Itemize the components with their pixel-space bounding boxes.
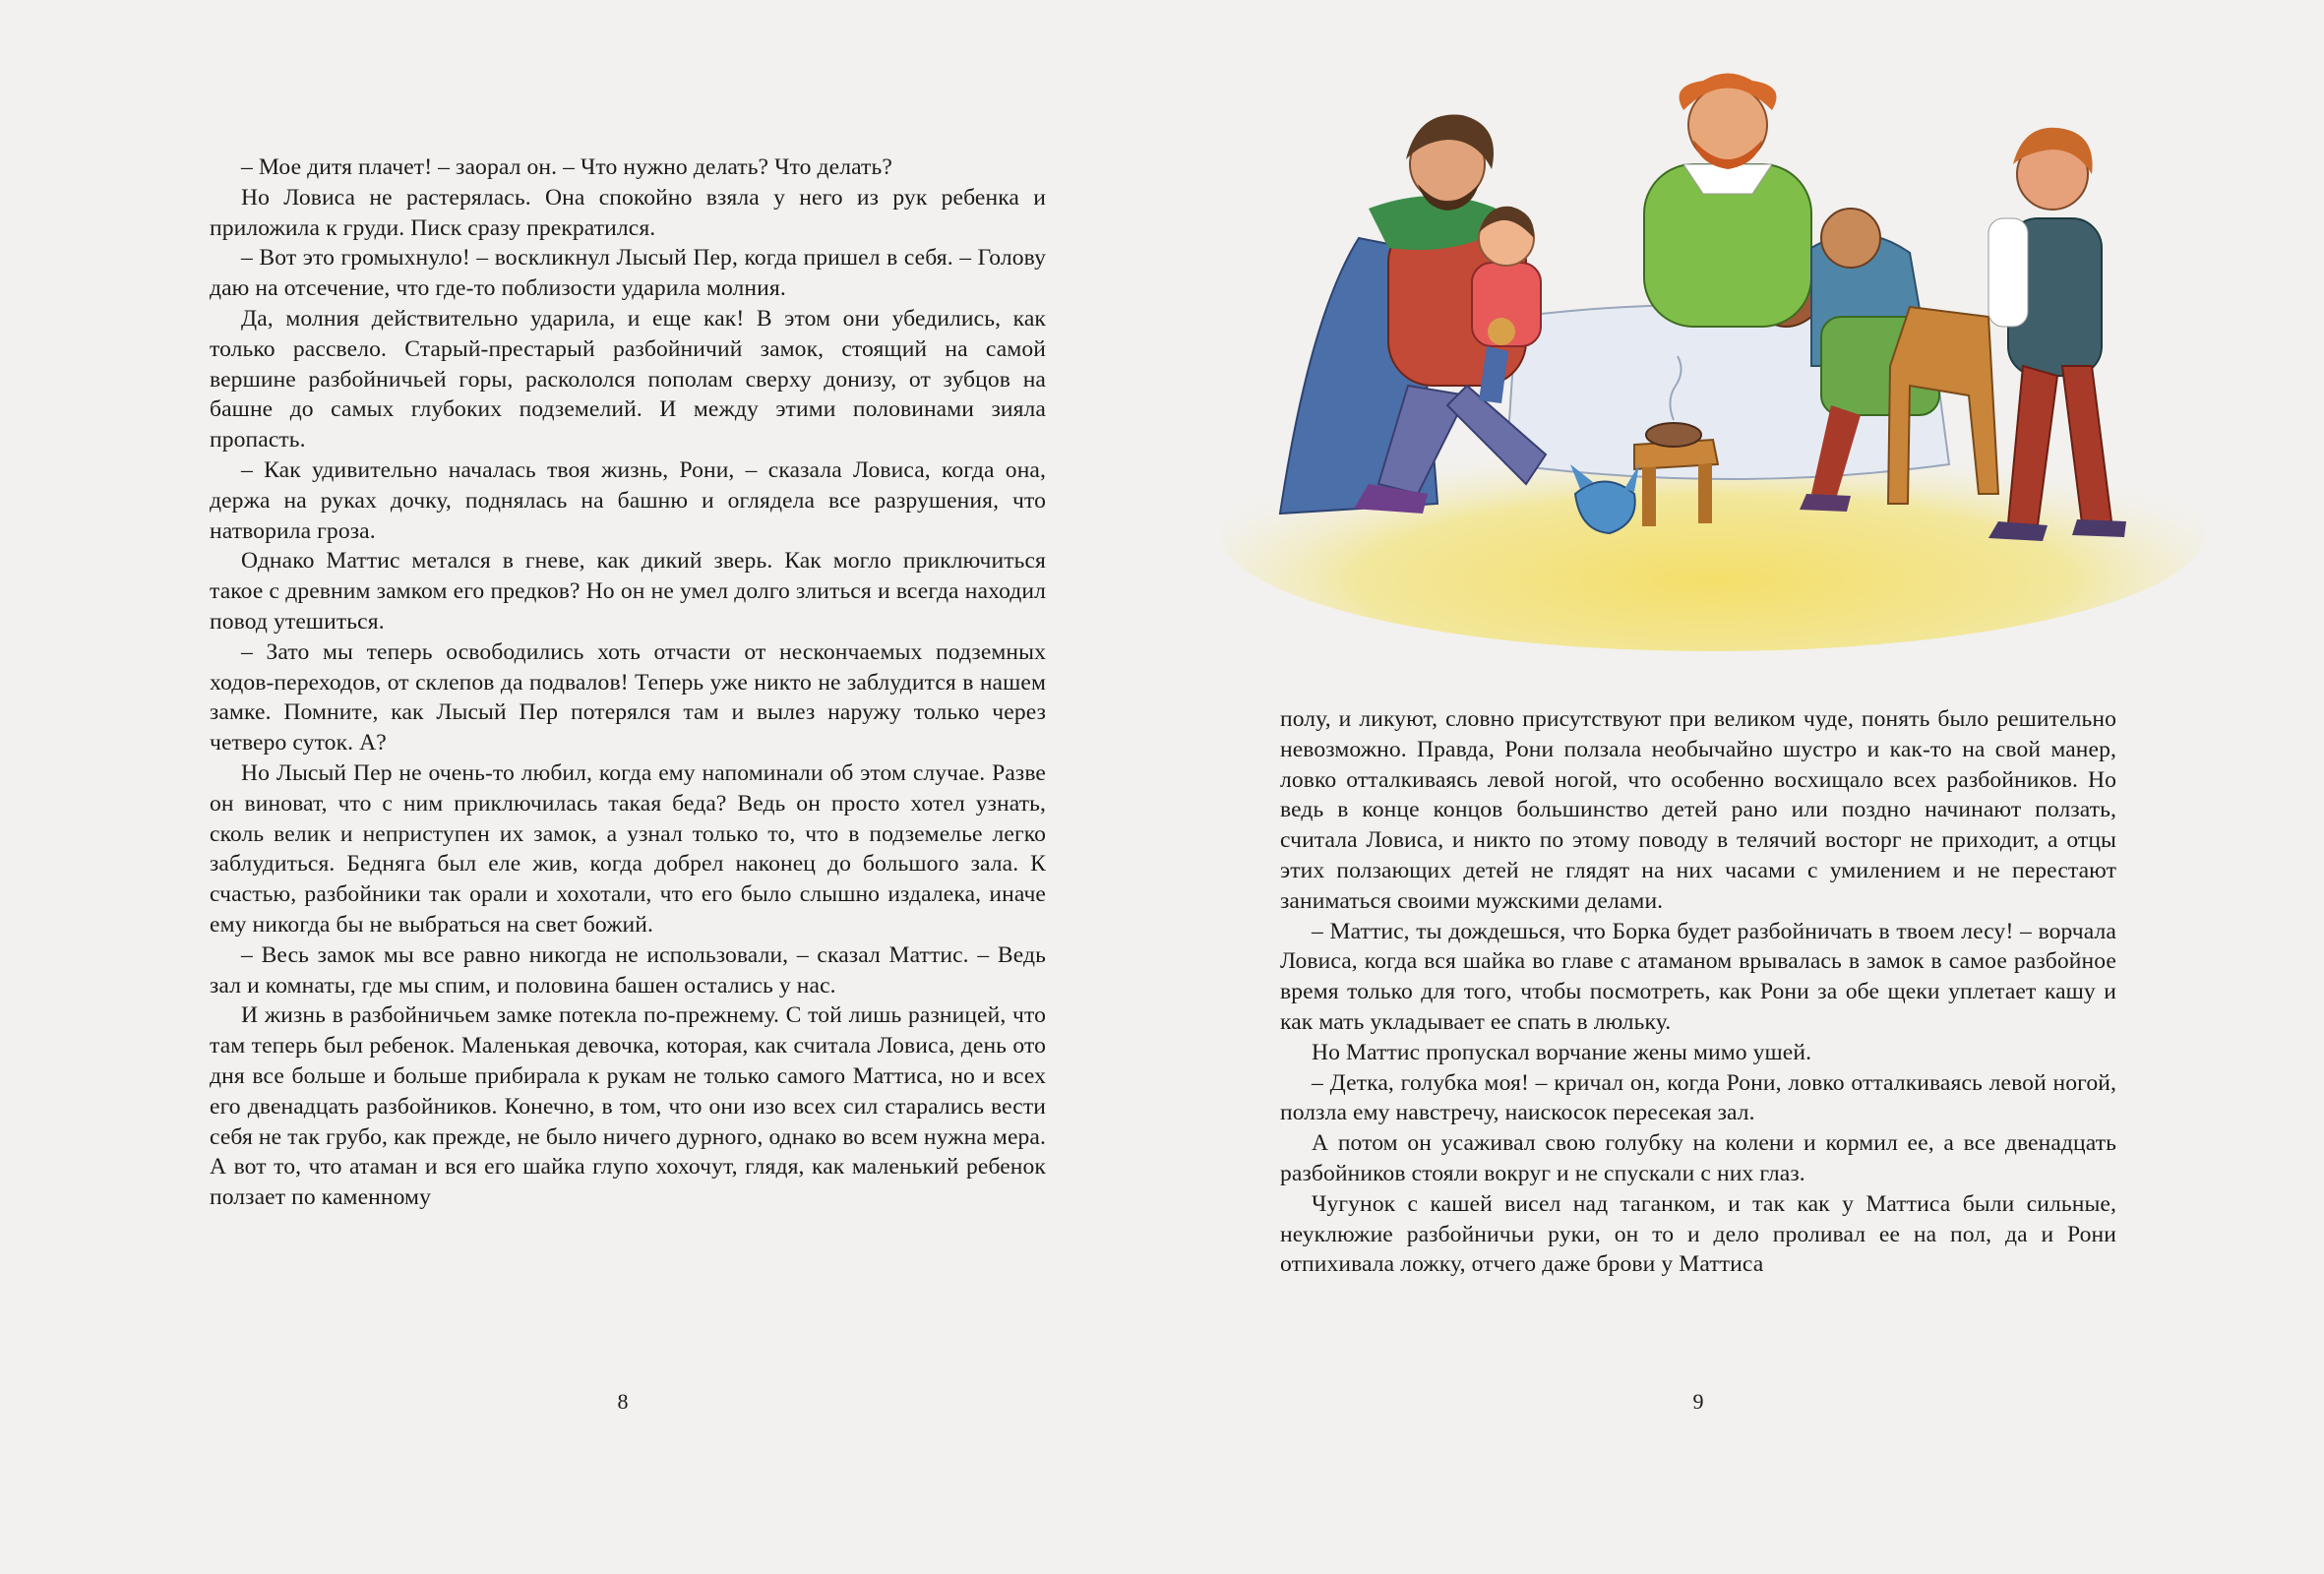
right-page-text	[1280, 704, 2116, 1280]
right-page-number: 9	[1692, 1389, 1704, 1414]
paragraph: – Вот это громыхнуло! – воскликнул Лысый Пер, когда пришел в себя. – Голову даю на отсечение, что где-то поблизости ударила молния.	[210, 245, 1046, 302]
paragraph: Но Лысый Пер не очень-то любил, когда ему напоминали об этом случае. Разве он виноват, что с ним приключилась такая беда? Ведь он просто хотел узнать, сколь велик и неприступен их замок, а узнал только то, что в подземелье легко заблудиться. Бедняга был еле жив, когда добрел наконец до большого зала. К счастью, разбойники так орали и хохотали, что его было слышно издалека, иначе ему никогда бы не выбраться на свет божий.	[210, 759, 1046, 938]
boy-sleeve	[1988, 218, 2028, 327]
left-page-text	[210, 152, 1046, 1213]
doll	[1488, 318, 1515, 345]
boy-shoe-2	[2072, 519, 2126, 537]
porridge-bowl	[1646, 423, 1701, 447]
paragraph: полу, и ликуют, словно присутствуют при великом чуде, понять было решительно невозможно. Правда, Рони ползала необычайно шустро и как-то на свой манер, ловко отталкиваясь левой ногой, что особенно восхищало всех разбойников. Но ведь в конце концов большинство детей рано или поздно начинают ползать, считала Ловиса, и никто по этому поводу в телячий восторг не приходит, а отцы этих ползающих детей не глядят на них часами с умилением и не перестают заниматься своими мужскими делами.	[1280, 706, 2116, 914]
woman-shoe	[1800, 494, 1851, 512]
illustration-svg	[1221, 71, 2205, 661]
stool-leg	[1642, 467, 1656, 526]
paragraph: – Мое дитя плачет! – заорал он. – Что нужно делать? Что делать?	[241, 154, 892, 180]
paragraph: Да, молния действительно ударила, и еще как! В этом они убедились, как только рассвело. Старый-престарый разбойничий замок, стоящий на самой вершине разбойничьей горы, раскололся пополам сверху донизу, от зубцов на башне до самых глубоких подземелий. И между этими половинами зияла пропасть.	[210, 305, 1046, 454]
paragraph: Но Маттис пропускал ворчание жены мимо ушей.	[1312, 1039, 1812, 1065]
paragraph: – Как удивительно началась твоя жизнь, Рони, – сказала Ловиса, когда она, держа на руках дочку, поднялась на башню и оглядела все разрушения, что натворила гроза.	[210, 456, 1046, 544]
book-illustration-robbers-at-table	[1221, 71, 2205, 661]
paragraph: Но Ловиса не растерялась. Она спокойно взяла у него из рук ребенка и приложила к груди. Писк сразу прекратился.	[210, 184, 1046, 241]
paragraph: – Детка, голубка моя! – кричал он, когда Рони, ловко отталкиваясь левой ногой, ползла ему навстречу, наискосок пересекая зал.	[1280, 1069, 2116, 1126]
left-page-number: 8	[617, 1389, 629, 1414]
paragraph: Однако Маттис метался в гневе, как дикий зверь. Как могло приключиться такое с древним замком его предков? Но он не умел долго злиться и всегда находил повод утешиться.	[210, 548, 1046, 635]
paragraph: Чугунок с кашей висел над таганком, и так как у Маттиса были сильные, неуклюжие разбойничьи руки, он то и дело проливал ее на пол, да и Рони отпихивала ложку, отчего даже брови у Маттиса	[1280, 1190, 2116, 1278]
paragraph: А потом он усаживал свою голубку на колени и кормил ее, а все двенадцать разбойников стояли вокруг и не спускали с них глаз.	[1280, 1130, 2116, 1186]
paragraph: И жизнь в разбойничьем замке потекла по-прежнему. С той лишь разницей, что там теперь был ребенок. Маленькая девочка, которая, как считала Ловиса, день ото дня все больше и больше прибирала к рукам не только самого Маттиса, но и всех его двенадцать разбойников. Конечно, в том, что они изо всех сил старались вести себя не так грубо, как прежде, не было ничего дурного, однако во всем нужна мера. А вот то, что атаман и вся его шайка глупо хохочут, глядя, как маленький ребенок ползает по каменному	[210, 1002, 1046, 1211]
woman-head	[1821, 209, 1880, 268]
paragraph: – Весь замок мы все равно никогда не использовали, – сказал Маттис. – Ведь зал и комнаты, где мы спим, и половина башен остались у нас.	[210, 941, 1046, 999]
paragraph: – Зато мы теперь освободились хоть отчасти от нескончаемых подземных ходов-переходов, от склепов да подвалов! Теперь уже никто не заблудится в нашем замке. Помните, как Лысый Пер потерялся там и вылез наружу только через четверо суток. А?	[210, 638, 1046, 757]
stool-leg-2	[1698, 464, 1712, 523]
paragraph: – Маттис, ты дождешься, что Борка будет разбойничать в твоем лесу! – ворчала Ловиса, когда вся шайка во главе с атаманом врывалась в замок в самое разбойное время только для того, чтобы посмотреть, как Рони за обе щеки уплетает кашу и как мать укладывает ее спать в люльку.	[1280, 918, 2116, 1035]
right-page	[1162, 0, 2324, 1574]
